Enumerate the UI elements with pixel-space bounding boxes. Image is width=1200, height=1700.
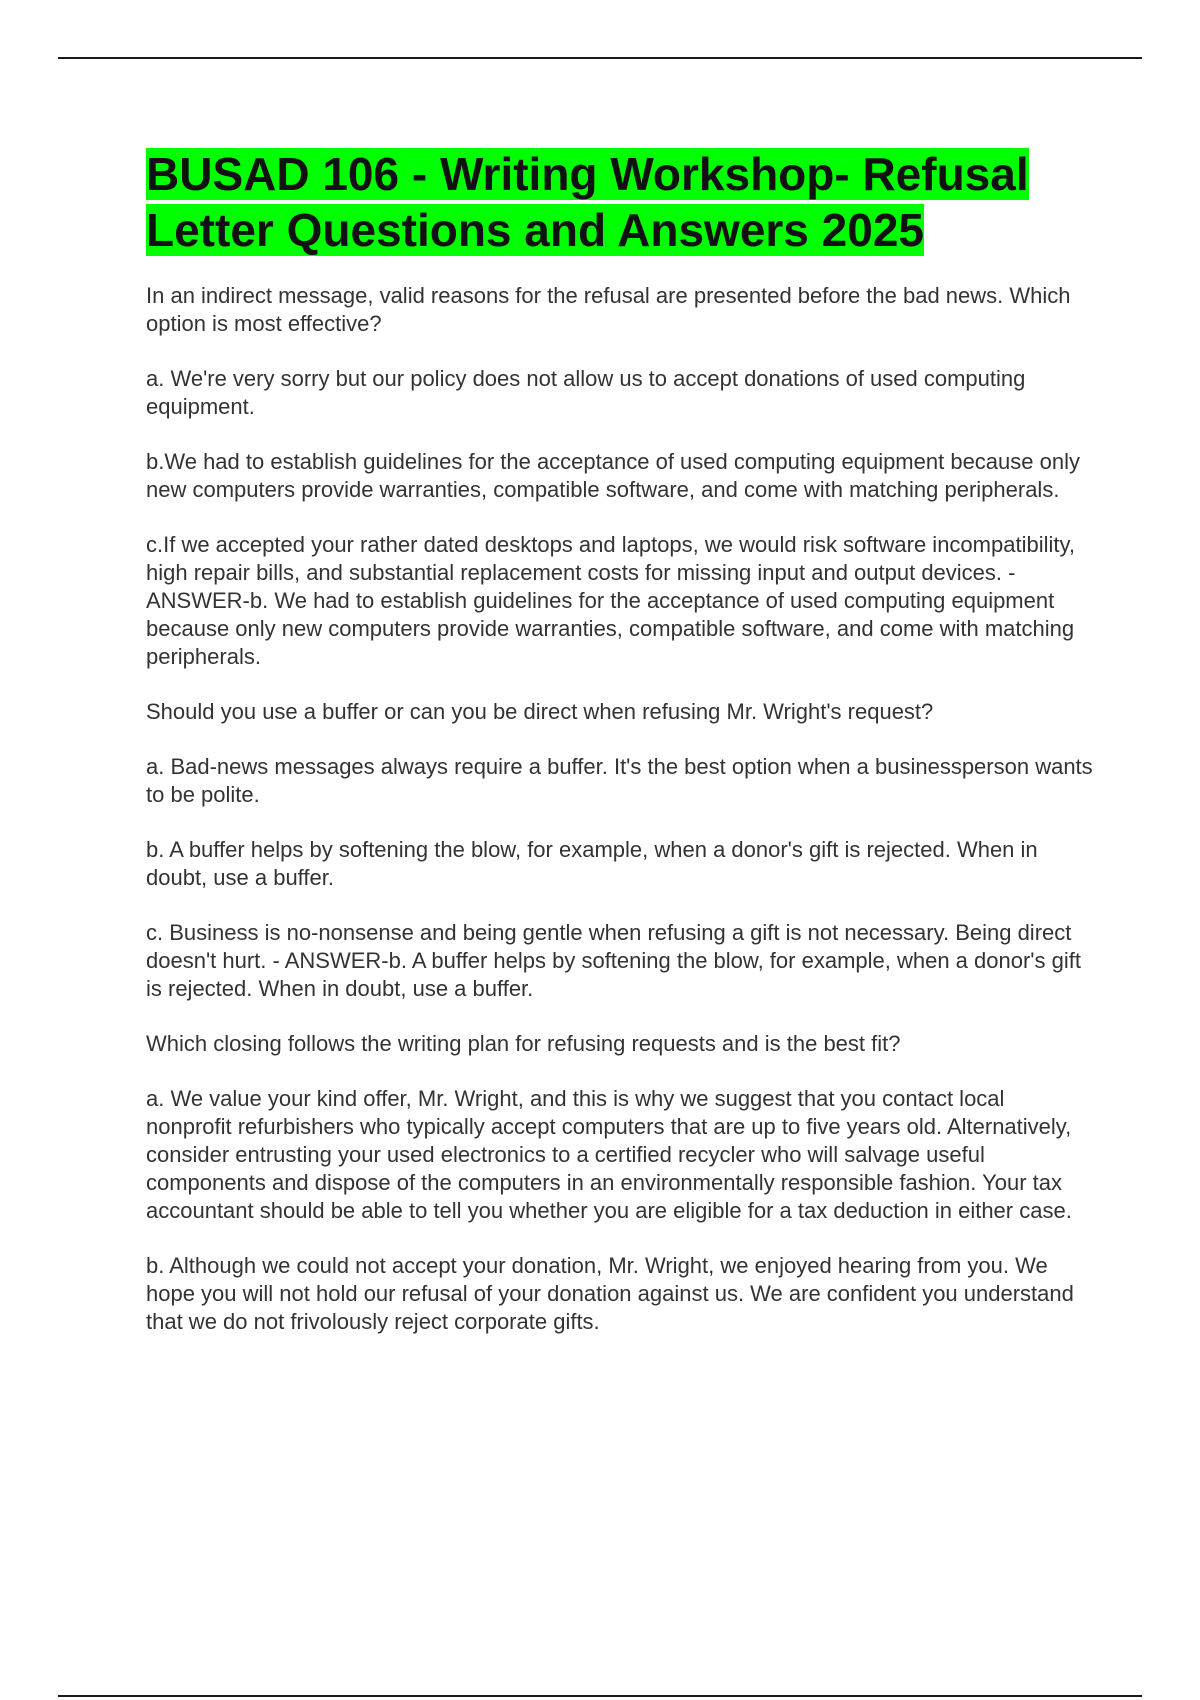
document-body [146, 146, 1096, 1363]
question-2-option-a: a. Bad-news messages always require a buffer. It's the best option when a businessperson wants to be polite. [146, 754, 1093, 807]
question-3-prompt: Which closing follows the writing plan for refusing requests and is the best fit? [146, 1031, 901, 1056]
bottom-rule [58, 1695, 1142, 1697]
question-3-option-b: b. Although we could not accept your donation, Mr. Wright, we enjoyed hearing from you. We hope you will not hold our refusal of your donation against us. We are confident you understand that we do not frivolously reject corporate gifts. [146, 1253, 1074, 1334]
title-highlight: BUSAD 106 - Writing Workshop- Refusal Letter Questions and Answers 2025 [146, 148, 1029, 256]
question-1-prompt: In an indirect message, valid reasons for the refusal are presented before the bad news. Which option is most effective? [146, 283, 1071, 336]
question-1-option-c-answer: c.If we accepted your rather dated desktops and laptops, we would risk software incompatibility, high repair bills, and substantial replacement costs for missing input and output devices. - ANSWER-b. We had to establish guidelines for the acceptance of used computing equipment because only new computers provide warranties, compatible software, and come with matching peripherals. [146, 532, 1075, 669]
question-2-option-c-answer: c. Business is no-nonsense and being gentle when refusing a gift is not necessary. Being direct doesn't hurt. - ANSWER-b. A buffer helps by softening the blow, for example, when a donor's gift is rejected. When in doubt, use a buffer. [146, 920, 1081, 1001]
top-rule [58, 57, 1142, 59]
question-2-option-b: b. A buffer helps by softening the blow, for example, when a donor's gift is rejected. When in doubt, use a buffer. [146, 837, 1038, 890]
document-title [146, 146, 1096, 258]
question-1-option-a: a. We're very sorry but our policy does not allow us to accept donations of used computing equipment. [146, 366, 1026, 419]
question-2-prompt: Should you use a buffer or can you be direct when refusing Mr. Wright's request? [146, 699, 934, 724]
question-1-option-b: b.We had to establish guidelines for the acceptance of used computing equipment because only new computers provide warranties, compatible software, and come with matching peripherals. [146, 449, 1080, 502]
question-3-option-a: a. We value your kind offer, Mr. Wright, and this is why we suggest that you contact local nonprofit refurbishers who typically accept computers that are up to five years old. Alternatively, consider entrusting your used electronics to a certified recycler who will salvage useful components and dispose of the computers in an environmentally responsible fashion. Your tax accountant should be able to tell you whether you are eligible for a tax deduction in either case. [146, 1086, 1072, 1223]
